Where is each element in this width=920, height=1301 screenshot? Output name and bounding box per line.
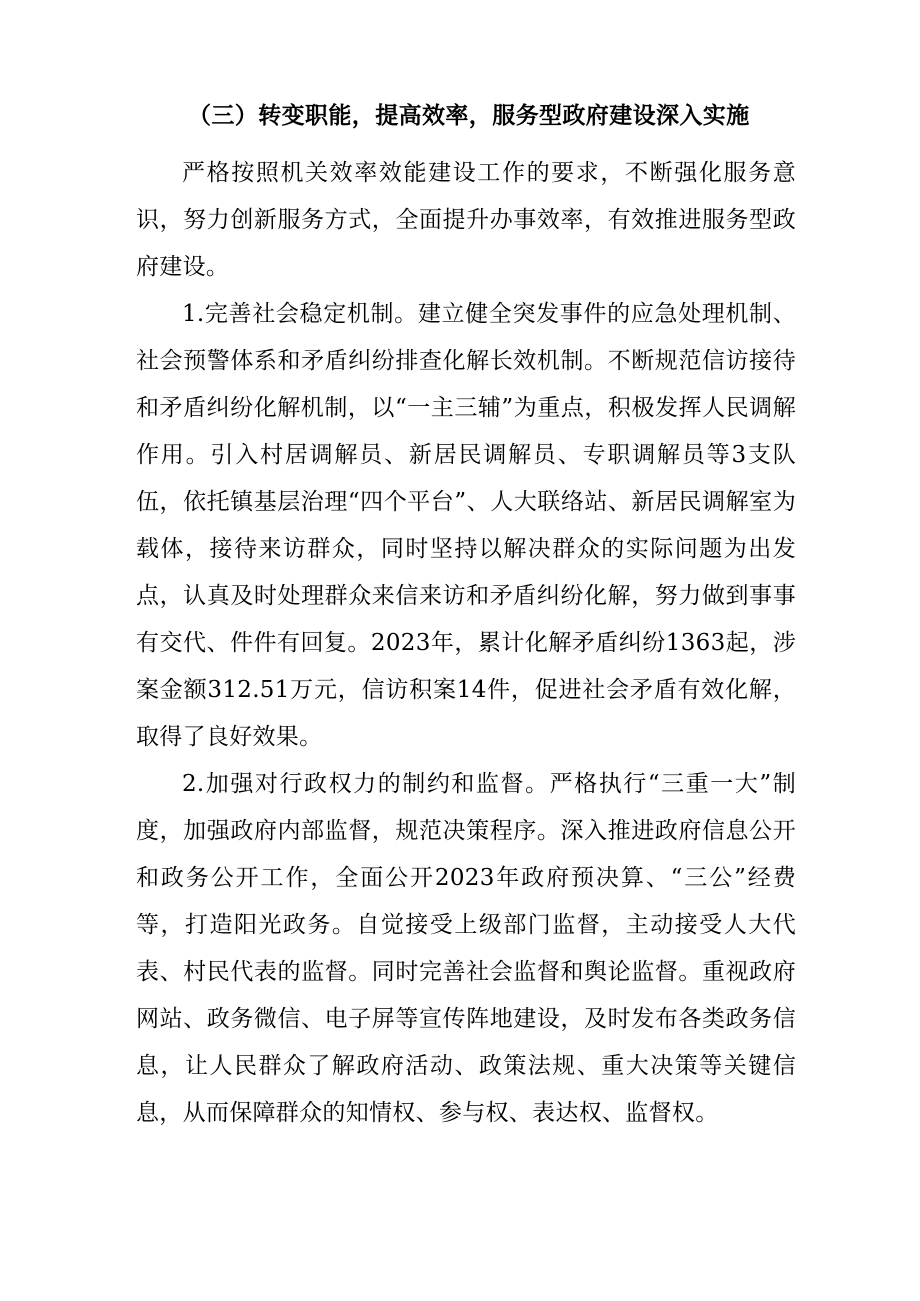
paragraph-power-supervision: 2.加强对行政权力的制约和监督。严格执行“三重一大”制度，加强政府内部监督，规范决策程序。深入推进政府信息公开和政务公开工作，全面公开2023年政府预决算、“三公”经费等，打造阳光政务。自觉接受上级部门监督，主动接受人大代表、村民代表的监督。同时完善社会监督和舆论监督。重视政府网站、政务微信、电子屏等宣传阵地建设，及时发布各类政务信息，让人民群众了解政府活动、政策法规、重大决策等关键信息，从而保障群众的知情权、参与权、表达权、监督权。 [136,771,796,1126]
section-heading: （三）转变职能，提高效率，服务型政府建设深入实施 [188,103,750,129]
paragraph-intro: 严格按照机关效率效能建设工作的要求，不断强化服务意识，努力创新服务方式，全面提升办事效率，有效推进服务型政府建设。 [136,160,796,280]
paragraph-social-stability: 1.完善社会稳定机制。建立健全突发事件的应急处理机制、社会预警体系和矛盾纠纷排查化解长效机制。不断规范信访接待和矛盾纠纷化解机制，以“一主三辅”为重点，积极发挥人民调解作用。引入村居调解员、新居民调解员、专职调解员等3支队伍，依托镇基层治理“四个平台”、人大联络站、新居民调解室为载体，接待来访群众，同时坚持以解决群众的实际问题为出发点，认真及时处理群众来信来访和矛盾纠纷化解，努力做到事事有交代、件件有回复。2023年，累计化解矛盾纠纷1363起，涉案金额312.51万元，信访积案14件，促进社会矛盾有效化解，取得了良好效果。 [136,301,796,750]
document-body [136,150,796,1137]
